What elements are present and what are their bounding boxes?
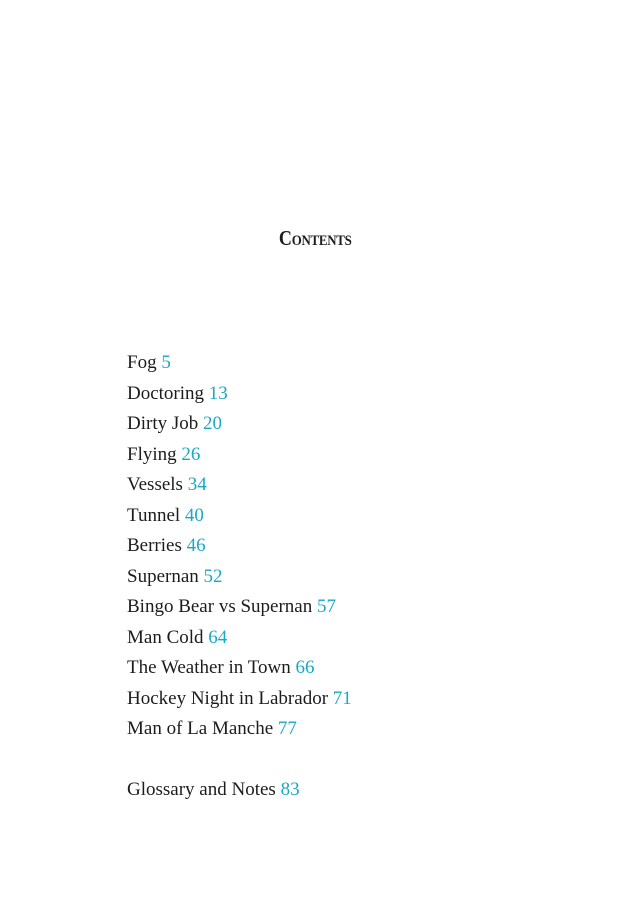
toc-page-number: 13 bbox=[208, 382, 228, 404]
page-title: Contents bbox=[278, 226, 352, 250]
toc-page-number: 34 bbox=[187, 474, 207, 495]
toc-entry-title: Man Cold bbox=[127, 626, 204, 648]
toc-page-number: 71 bbox=[332, 687, 352, 709]
toc-entry-title: Bingo Bear vs Supernan bbox=[127, 596, 313, 617]
toc-page-number: 46 bbox=[186, 535, 206, 556]
toc-page-number: 52 bbox=[203, 565, 223, 587]
toc-entry[interactable] bbox=[127, 470, 352, 501]
toc-entry-title: Doctoring bbox=[127, 382, 205, 404]
toc-entry-title: Berries bbox=[127, 535, 182, 556]
toc-page-number: 77 bbox=[277, 718, 297, 739]
toc-entry-title: Vessels bbox=[127, 474, 183, 495]
toc-entry-title: Supernan bbox=[127, 565, 199, 587]
toc-entry-title: Dirty Job bbox=[127, 413, 199, 434]
toc-page-number: 20 bbox=[203, 413, 222, 434]
toc-page-number: 66 bbox=[295, 657, 315, 678]
toc-entry-title: Man of La Manche bbox=[127, 718, 274, 739]
toc-entry[interactable] bbox=[127, 562, 352, 593]
toc-entry-title: Flying bbox=[127, 443, 177, 465]
toc-entry-title: Hockey Night in Labrador bbox=[127, 687, 329, 709]
toc-page-number: 64 bbox=[208, 626, 228, 648]
table-of-contents bbox=[127, 348, 352, 806]
toc-entry[interactable] bbox=[127, 440, 352, 471]
toc-entry[interactable] bbox=[127, 714, 352, 745]
toc-entry[interactable] bbox=[127, 501, 352, 532]
toc-entry-title: The Weather in Town bbox=[127, 657, 291, 678]
toc-entry[interactable] bbox=[127, 348, 352, 379]
toc-page-number: 83 bbox=[280, 779, 300, 800]
toc-page-number: 26 bbox=[181, 443, 201, 465]
toc-page-number: 57 bbox=[316, 596, 336, 617]
toc-entry-title: Glossary and Notes bbox=[127, 779, 276, 800]
toc-entry[interactable] bbox=[127, 623, 352, 654]
toc-entry-glossary[interactable] bbox=[127, 775, 352, 806]
toc-entry[interactable] bbox=[127, 409, 352, 440]
toc-entry-title: Fog bbox=[127, 352, 157, 373]
toc-page-number: 5 bbox=[161, 352, 171, 373]
toc-entry-title: Tunnel bbox=[127, 504, 181, 526]
toc-entry[interactable] bbox=[127, 684, 352, 715]
toc-entry[interactable] bbox=[127, 379, 352, 410]
toc-entry[interactable] bbox=[127, 531, 352, 562]
toc-entry[interactable] bbox=[127, 653, 352, 684]
toc-page-number: 40 bbox=[184, 504, 204, 526]
toc-entry[interactable] bbox=[127, 592, 352, 623]
